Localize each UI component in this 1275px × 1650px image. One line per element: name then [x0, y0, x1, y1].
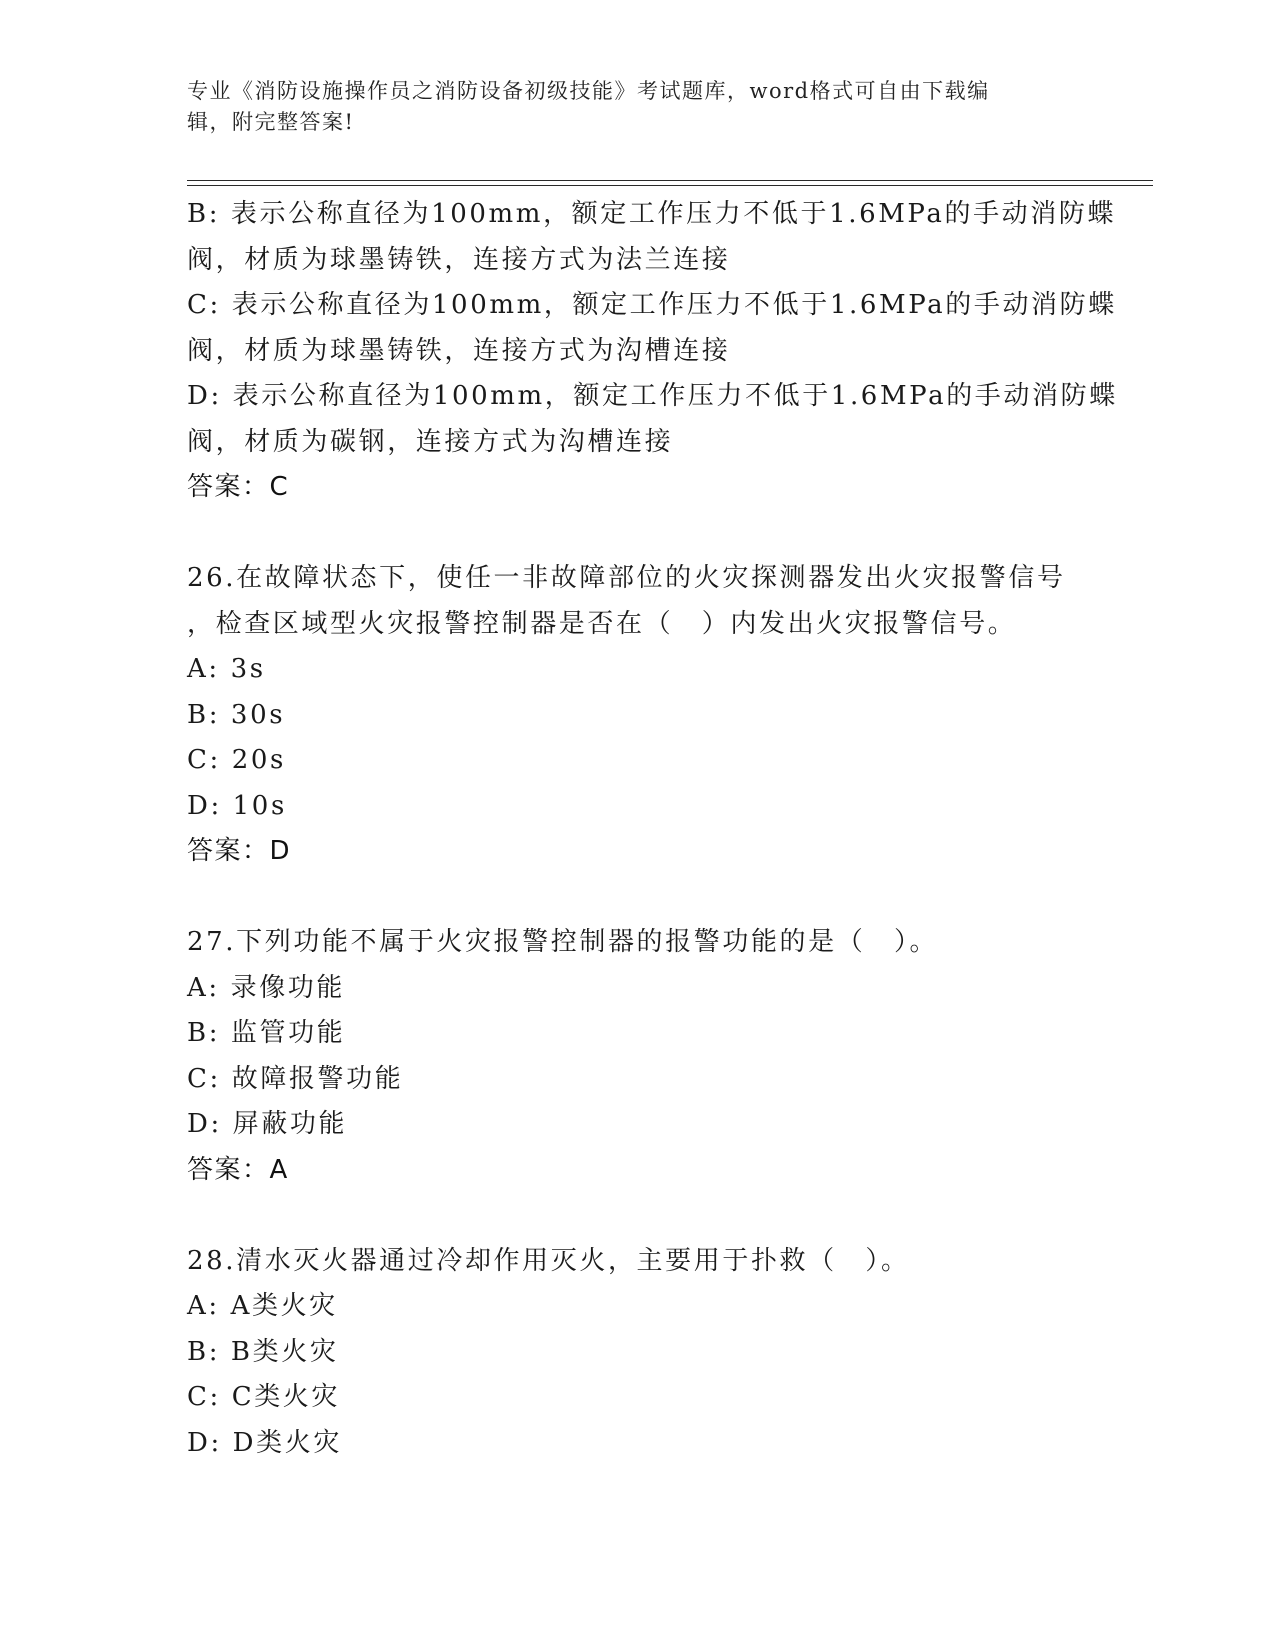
question-28 — [187, 1239, 1107, 1467]
question-26-stem-line-1: 26.在故障状态下，使任一非故障部位的火灾探测器发出火灾报警信号 — [187, 563, 1066, 593]
header-divider-bottom — [187, 185, 1153, 186]
option-c-line-1: C: 表示公称直径为100mm，额定工作压力不低于1.6MPa的手动消防蝶 — [187, 290, 1117, 320]
document-header — [187, 76, 1087, 138]
option-a: A: A类火灾 — [187, 1291, 338, 1321]
question-27 — [187, 920, 1107, 1193]
question-26-stem-line-2: ，检查区域型火灾报警控制器是否在（ ）内发出火灾报警信号。 — [187, 608, 1017, 639]
header-line-2: 辑，附完整答案! — [187, 110, 355, 134]
option-d: D: 屏蔽功能 — [187, 1109, 348, 1139]
answer-26: 答案：D — [187, 836, 292, 866]
option-c-line-2: 阀，材质为球墨铸铁，连接方式为沟槽连接 — [187, 335, 731, 366]
answer-25: 答案：C — [187, 472, 290, 502]
question-list — [187, 192, 1118, 1466]
spacer — [187, 1193, 1107, 1239]
spacer — [187, 511, 1107, 557]
question-26 — [187, 556, 1107, 875]
answer-27: 答案：A — [187, 1154, 289, 1185]
header-line-1: 专业《消防设施操作员之消防设备初级技能》考试题库，word格式可自由下载编 — [187, 79, 990, 103]
option-d-line-2: 阀，材质为碳钢，连接方式为沟槽连接 — [187, 426, 674, 457]
option-c: C: 故障报警功能 — [187, 1063, 404, 1094]
option-b-line-2: 阀，材质为球墨铸铁，连接方式为法兰连接 — [187, 244, 731, 275]
option-b-line-1: B: 表示公称直径为100mm，额定工作压力不低于1.6MPa的手动消防蝶 — [187, 199, 1117, 229]
question-27-stem: 27.下列功能不属于火灾报警控制器的报警功能的是（ ）。 — [187, 927, 939, 957]
option-d: D: 10s — [187, 790, 287, 821]
option-a: A: 3s — [187, 654, 266, 684]
question-28-stem: 28.清水灭火器通过冷却作用灭火，主要用于扑救（ ）。 — [187, 1245, 910, 1276]
option-a: A: 录像功能 — [187, 972, 346, 1003]
header-divider-top — [187, 180, 1153, 181]
option-b: B: B类火灾 — [187, 1336, 339, 1367]
option-c: C: 20s — [187, 745, 286, 775]
option-b: B: 30s — [187, 699, 286, 730]
option-d: D: D类火灾 — [187, 1427, 342, 1458]
option-d-line-1: D: 表示公称直径为100mm，额定工作压力不低于1.6MPa的手动消防蝶 — [187, 381, 1118, 411]
question-25-remainder — [187, 192, 1118, 511]
option-c: C: C类火灾 — [187, 1382, 341, 1412]
spacer — [187, 875, 1107, 921]
option-b: B: 监管功能 — [187, 1018, 346, 1048]
